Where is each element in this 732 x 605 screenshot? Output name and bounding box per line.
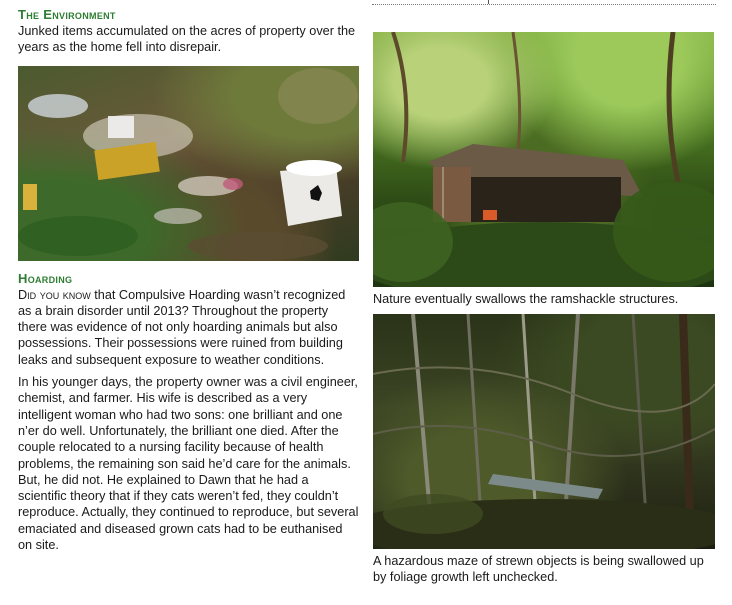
left-column [18,6,360,553]
environment-intro: Junked items accumulated on the acres of property over the years as the home fell into disrepair. [18,24,356,55]
top-dotted-rule [372,4,716,5]
shed-illustration [373,32,714,287]
hoarding-paragraph-1 [18,287,360,368]
hoarding-heading: Hoarding [18,270,73,286]
maze-illustration [373,314,715,549]
right-column [373,32,717,585]
maze-photo [373,314,715,549]
maze-caption: A hazardous maze of strewn objects is being swallowed up by foliage growth left unchecked. [373,554,704,584]
junk-pile-photo [18,66,359,261]
hoarding-lead-in: Did you know [18,287,91,302]
shed-caption: Nature eventually swallows the ramshackle structures. [373,292,679,306]
hoarding-paragraph-1-text: that Compulsive Hoarding wasn’t recognized as a brain disorder until 2013? Throughout the property there was evidence of not only hoarding animals but also possessions. Their possessions were ruined from building leaks and subsequent exposure to weather conditions. [18,287,346,367]
environment-heading: The Environment [18,7,116,22]
junk-pile-illustration [18,66,359,261]
shed-photo [373,32,714,287]
hoarding-paragraph-2: In his younger days, the property owner was a civil engineer, chemist, and farmer. His wife is described as a very intelligent woman who had two sons: one brilliant and one n’er do well. Unfortunately, the brilliant one died. After the couple relocated to a nursing facility because of health problems, the remaining son said he’d care for the animals. But, he did not. He explained to Dawn that he had a scientific theory that if they cats weren’t fed, they couldn’t reproduce. Actually, they continued to reproduce, but several emaciated and diseased grown cats had to be euthanised on site. [18,375,359,553]
